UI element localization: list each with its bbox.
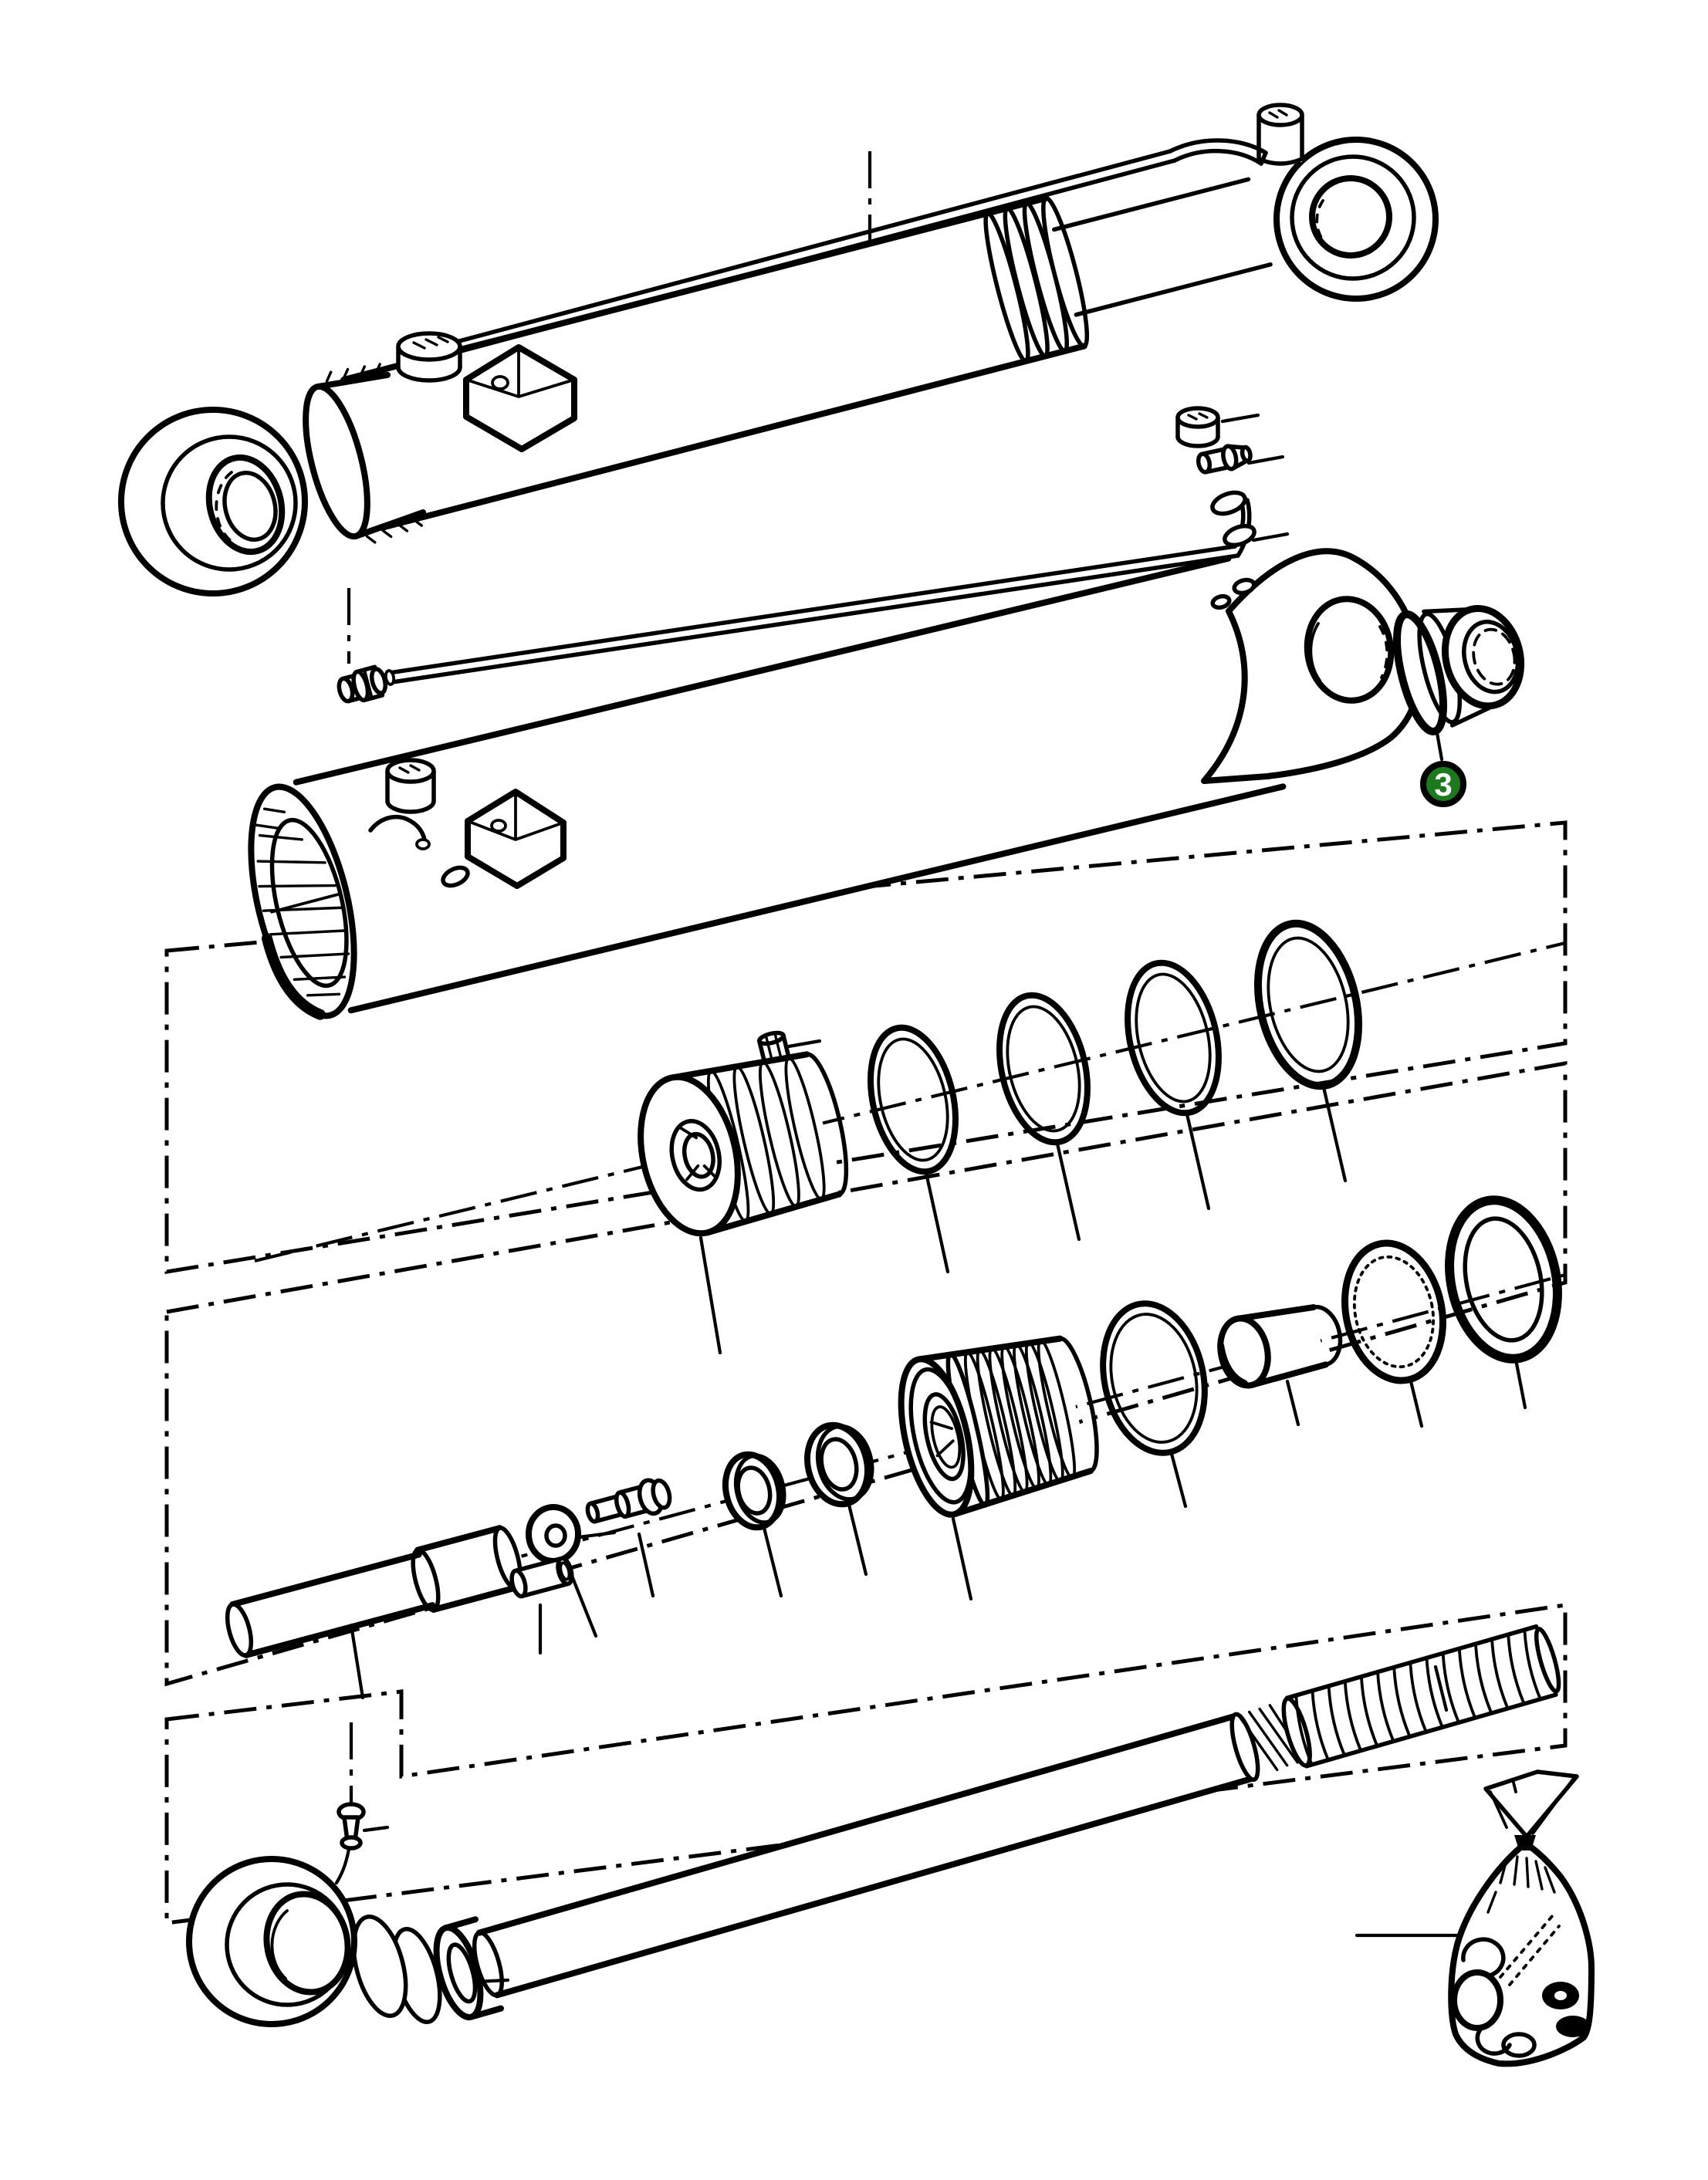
piston-rod (428, 1614, 1567, 2022)
pipe-hook (1170, 140, 1266, 164)
piston (626, 1043, 857, 1243)
callout-leader (1437, 733, 1442, 759)
rod-eye-bottom (189, 1722, 448, 2027)
fittings (1178, 408, 1287, 556)
piston-row (626, 914, 1373, 1353)
piston-seal-ring-2 (986, 986, 1101, 1239)
rod-row (428, 1614, 1567, 2022)
cylinder-barrel (343, 148, 1278, 528)
o-ring (1090, 1294, 1218, 1506)
seal-kit-bag (1357, 1772, 1591, 2063)
rod-seal (718, 1448, 791, 1533)
pipe-elbow (1209, 488, 1287, 556)
breather-cap-loose (1178, 408, 1258, 446)
cylinder-assembly-complete (121, 105, 1436, 593)
head-eye-bore (1312, 178, 1389, 255)
callout-number: 3 (1434, 766, 1453, 803)
bag-tie (1486, 1772, 1577, 1847)
piston-seal-ring-4 (1243, 914, 1374, 1181)
rod-eye-left (121, 410, 305, 593)
grease-fitting (337, 1722, 387, 1883)
callout-3[interactable] (1423, 733, 1463, 804)
centerline-piston-row (255, 943, 1565, 1261)
port-cap (398, 333, 460, 360)
piston-seal-ring-3 (1114, 954, 1233, 1208)
gland-threaded (888, 1324, 1108, 1522)
guide-bushing (1215, 1299, 1347, 1391)
buffer-seal (800, 1418, 881, 1511)
guide-tube (222, 1526, 526, 1662)
breather-cap (1259, 105, 1302, 125)
pipe-union (336, 665, 388, 705)
check-valve (584, 1475, 674, 1529)
piston-seal-ring-1 (857, 1019, 969, 1272)
head-eye (1277, 140, 1436, 299)
